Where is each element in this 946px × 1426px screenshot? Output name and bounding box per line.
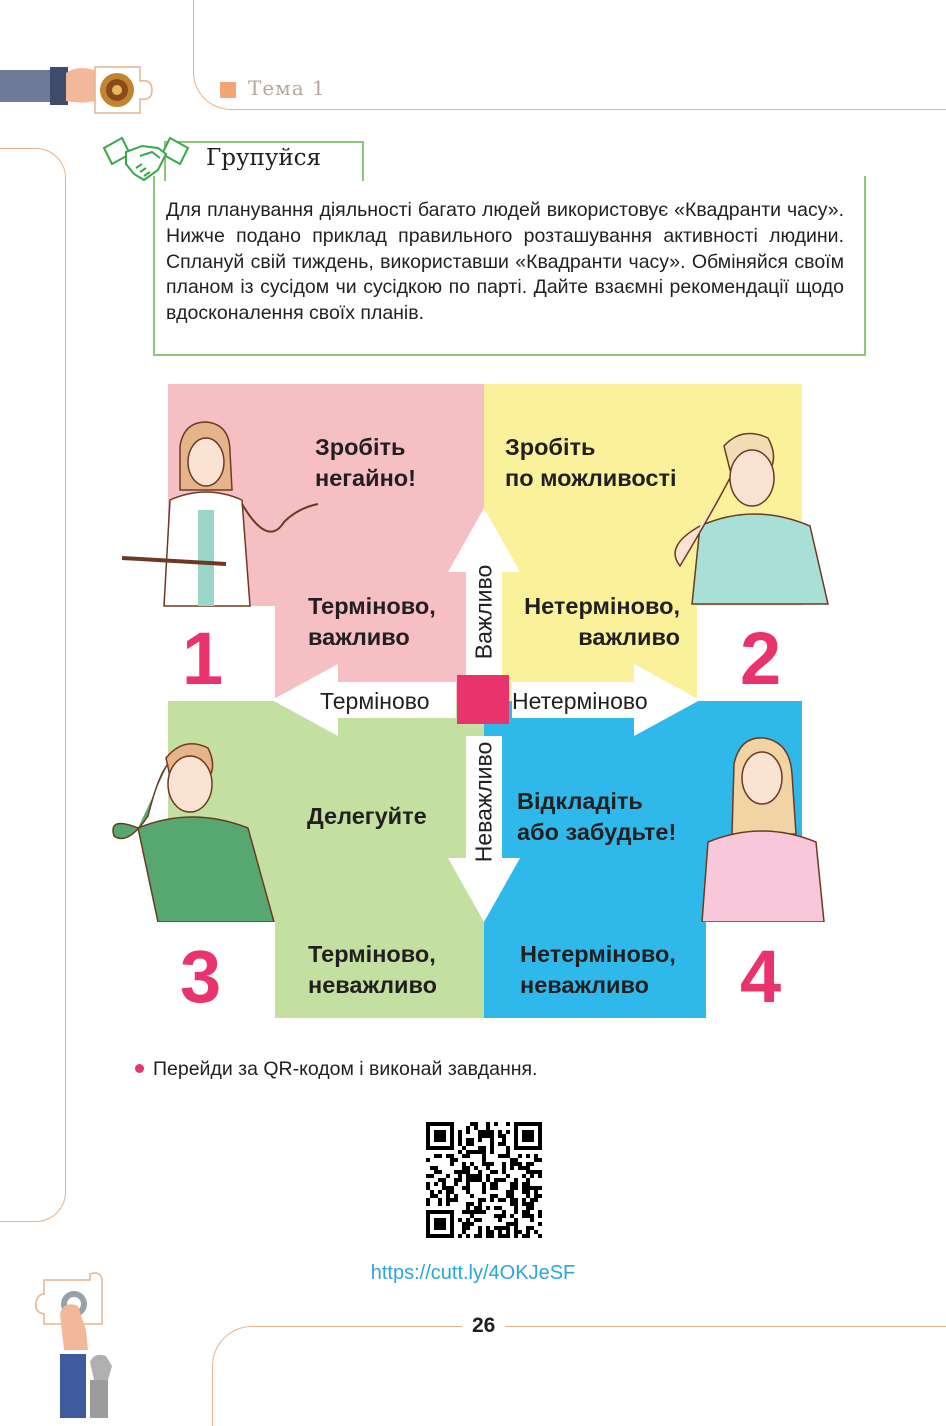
hands-puzzle-icon (34, 1270, 124, 1418)
page-frame-bottom (212, 1326, 946, 1426)
bullet-icon (135, 1064, 144, 1073)
handshake-icon (100, 134, 192, 186)
topic-label: Тема 1 (248, 76, 326, 100)
quadrant-3-category: Терміново, неважливо (308, 941, 437, 998)
woman-thinking-illustration (698, 734, 826, 922)
quadrant-4-action: Відкладіть або забудьте! (517, 788, 677, 845)
hand-puzzle-icon (0, 55, 160, 125)
quadrant-2-category: Нетерміново, важливо (524, 593, 680, 650)
qr-task-text: Перейди за QR-кодом і виконай завдання. (153, 1058, 538, 1080)
quadrant-1-action: Зробіть негайно! (315, 434, 416, 491)
qr-code-icon[interactable] (426, 1122, 542, 1238)
page-frame-left (0, 148, 66, 1222)
axis-label-not-important: Неважливо (470, 741, 497, 863)
quadrant-4-number: 4 (740, 935, 782, 1018)
axis-label-urgent: Терміново (320, 688, 430, 714)
group-task-text: Для планування діяльності багато людей використовує «Квадранти часу». Нижче подано приклад правильного розташування активності людини. Сплануй свій тиждень, використавши «Квадранти часу». Обміняйся своїм планом із сусідом чи сусідкою по парті. Дайте взаємні рекомендації щодо вдосконалення своїх планів. (166, 199, 844, 325)
quadrant-2-number: 2 (740, 617, 782, 700)
group-task-title: Групуйся (206, 145, 322, 171)
quadrant-3-number: 3 (180, 935, 222, 1018)
quadrant-4-category: Нетерміново, неважливо (520, 941, 676, 998)
quadrant-3-action: Делегуйте (307, 803, 427, 829)
quadrant-2-action: Зробіть по можливості (505, 434, 677, 491)
matrix-center-square (457, 675, 509, 724)
topic-marker (220, 82, 236, 98)
axis-label-not-urgent: Нетерміново (512, 688, 648, 714)
qr-link[interactable]: https://cutt.ly/4OKJeSF (370, 1262, 576, 1284)
man-confused-illustration (108, 736, 278, 922)
page-number: 26 (462, 1314, 505, 1338)
quadrant-1-number: 1 (182, 617, 224, 700)
quadrant-1-category: Терміново, важливо (308, 593, 436, 650)
axis-label-important: Важливо (470, 564, 497, 660)
